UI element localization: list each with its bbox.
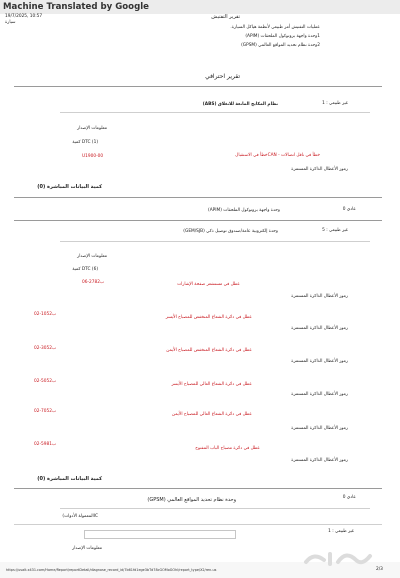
header-line-1: عمليات التفتيش أمر طبيعي لأنظمة هياكل السيارة.	[230, 25, 320, 30]
fault-code: 02-5981ب	[34, 442, 57, 447]
abs-memory-label: رموز الأعطال الذاكرة المستمرة	[291, 167, 348, 172]
fault-memory-label: رموز الأعطال الذاكرة المستمرة	[291, 326, 348, 331]
fault-description: عطل في دائرة الشعاع المنخفض للمصباح الأيمن	[166, 348, 252, 353]
gem-title: وحدة إلكترونية عامة/صندوق توصيل ذكي (GEM/SJB)	[183, 229, 278, 234]
divider	[14, 488, 382, 489]
divider	[14, 220, 382, 221]
banner-title: Machine Translated by Google	[3, 2, 149, 12]
page-number: 2/3	[376, 567, 383, 572]
apim-status: عادي 0	[342, 207, 356, 212]
fault-memory-label: رموز الأعطال الذاكرة المستمرة	[291, 426, 348, 431]
header-line-2: 1وحدة واجهة بروتوكول الملحقات (APIM)	[245, 34, 320, 39]
gpsm-version-info: معلومات الإصدار	[72, 546, 102, 551]
fault-code: 06-2782ب	[82, 280, 105, 285]
footer-url[interactable]: https://usalt.x431.com/Home/Report/reportDetail/diagnose_record_id/7b61fd1ege3bTd78cGOMoGOhl/report_type/X2/ren-us	[6, 568, 217, 572]
fault-code: 02-3052ب	[34, 346, 57, 351]
header-line-3: 2وحدة نظام تحديد المواقع العالمي (GPSM)	[241, 43, 320, 48]
fault-code: 02-7052ب	[34, 409, 57, 414]
header-date: 19/7/2025, 10:57	[5, 14, 43, 19]
divider	[60, 241, 370, 242]
fault-memory-label: رموز الأعطال الذاكرة المستمرة	[291, 294, 348, 299]
divider	[14, 86, 382, 87]
gem-status: غير طبيعي : 5	[322, 228, 348, 233]
apim-title: وحدة واجهة بروتوكول الملحقات (APIM)	[208, 208, 280, 213]
fault-description: عطل في دائرة الشعاع المنخفض للمصباح الأيسر	[165, 315, 252, 320]
abs-dtc-count: DTC (1) كمية	[72, 140, 98, 145]
gpsm-status-abnormal: غير طبيعي : 1	[328, 529, 354, 534]
gpsm-title: وحدة نظام تحديد المواقع العالمي (GPSM)	[147, 497, 236, 503]
abs-fault-description: خطأ في ناقل اتصالات - CANخطأ في الاستقبال	[235, 153, 320, 158]
abs-title: نظام المكابح المانعة للانغلاق (ABS)	[202, 102, 278, 107]
gpsm-count: ICالمعمولة الأدوات)	[62, 514, 98, 519]
gem-version-info: معلومات الإصدار	[77, 254, 107, 259]
divider	[60, 508, 370, 509]
divider	[14, 197, 382, 198]
divider	[14, 524, 382, 525]
fault-code: 02-5052ب	[34, 379, 57, 384]
fault-memory-label: رموز الأعطال الذاكرة المستمرة	[291, 458, 348, 463]
header-vehicle: سيارة	[5, 20, 16, 25]
fault-description: عطل في دائرة الشعاع العالي للمصباح الأيسر	[171, 382, 252, 387]
abs-version-info: معلومات الإصدار	[77, 126, 107, 131]
gpsm-status: عادي 0	[342, 495, 356, 500]
abs-fault-code: U1900-00	[82, 154, 104, 159]
fault-code: 02-1052ب	[34, 312, 57, 317]
abs-status: غير طبيعي : 1	[322, 101, 348, 106]
live-data-count: كمية البيانات المباشرة (0)	[37, 184, 102, 190]
divider	[60, 112, 370, 113]
fault-description: عطل في مستشعر صفحة الإشارات	[177, 282, 240, 287]
gem-dtc-count: DTC (6) كمية	[72, 267, 98, 272]
gpsm-title-box	[84, 530, 236, 539]
live-data-count: كمية البيانات المباشرة (0)	[37, 476, 102, 482]
fault-memory-label: رموز الأعطال الذاكرة المستمرة	[291, 392, 348, 397]
header-report-title: تقرير التفتيش	[211, 14, 240, 20]
fault-memory-label: رموز الأعطال الذاكرة المستمرة	[291, 359, 348, 364]
fault-description: عطل في دائرة مصباح الباب المفتوح	[195, 446, 260, 451]
fault-description: عطل في دائرة الشعاع العالي للمصباح الأيمن	[171, 412, 252, 417]
section-title: تقرير احترافي	[205, 73, 240, 80]
watermark-logo-icon	[300, 548, 380, 568]
